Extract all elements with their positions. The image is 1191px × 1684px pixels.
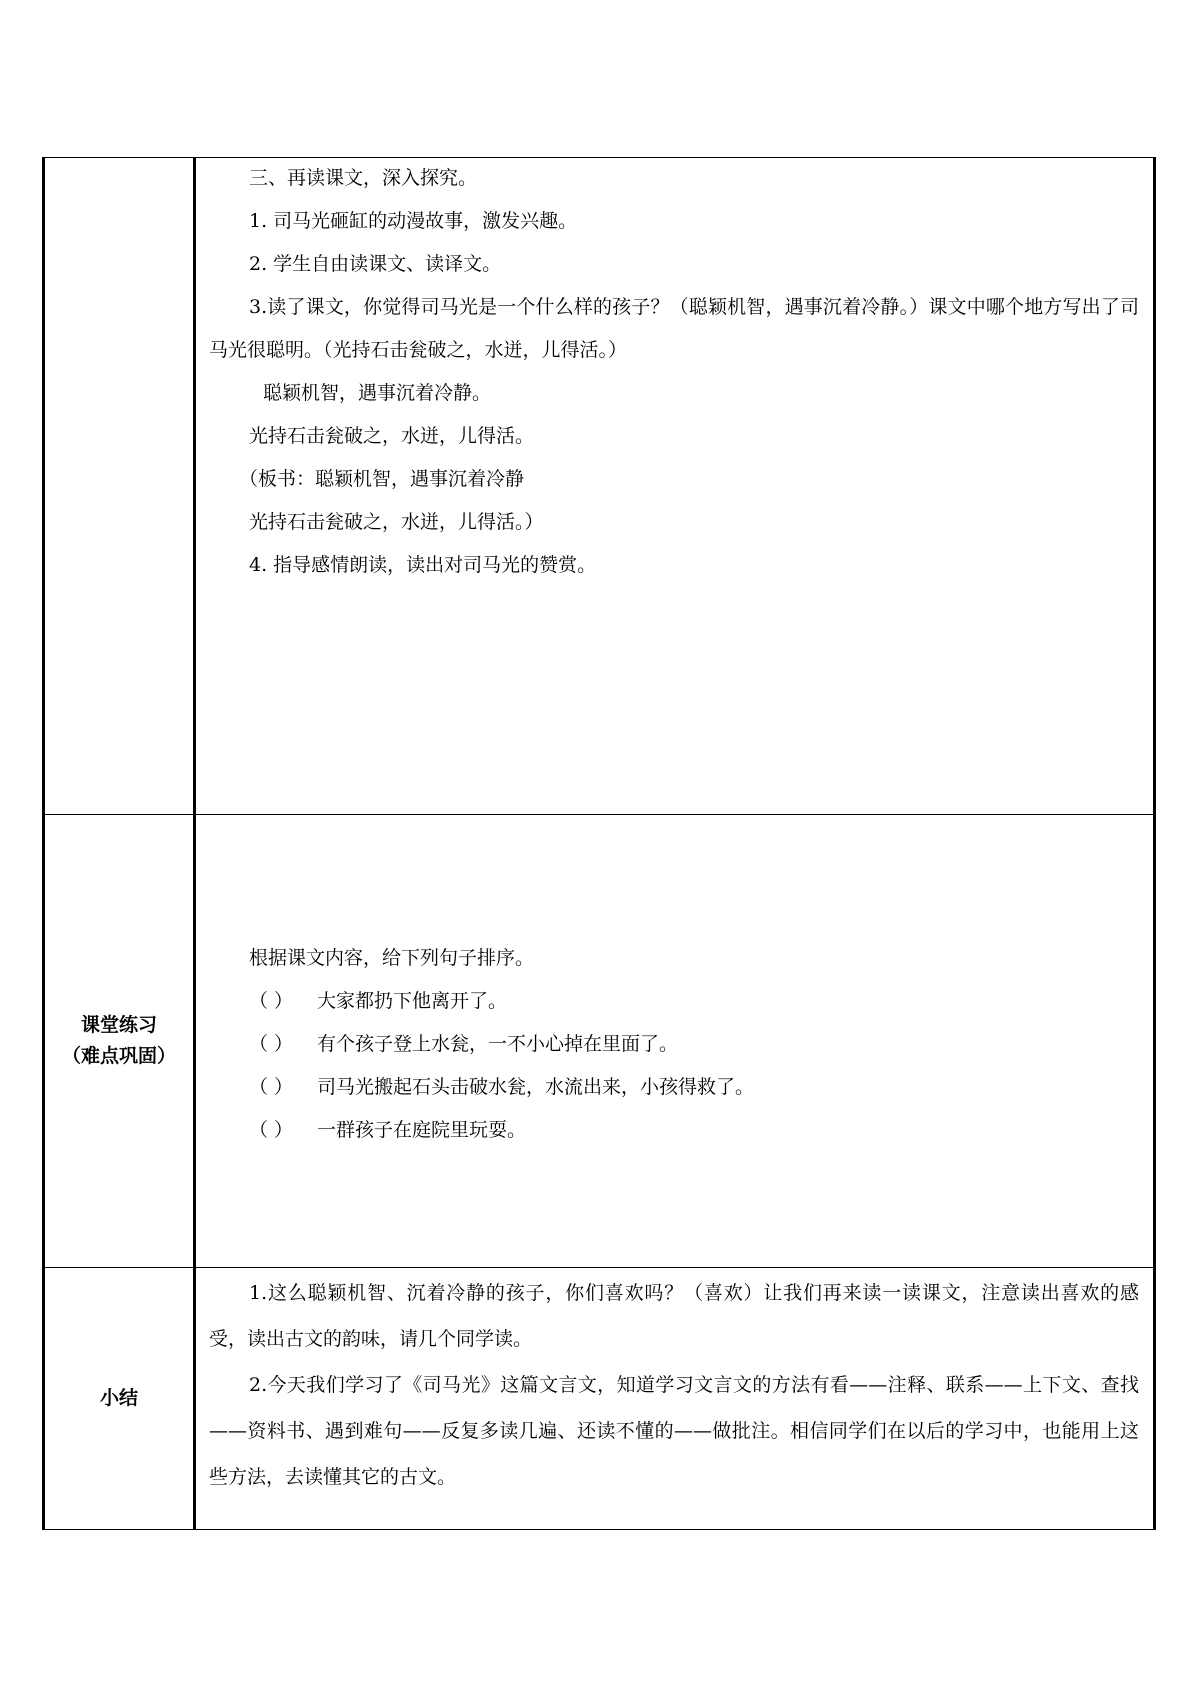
practice-item [209, 1023, 1139, 1066]
practice-label: 课堂练习 [80, 1014, 157, 1036]
row-content-practice [195, 815, 1155, 1268]
answer-blank: （ ） [249, 990, 294, 1012]
row-label-summary [44, 1268, 195, 1530]
practice-instruction: 根据课文内容，给下列句子排序。 [249, 947, 535, 969]
board-line-2: 光持石击瓮破之，水迸，儿得活。 [249, 425, 535, 447]
lesson-plan-table [42, 157, 1156, 1530]
board-note-2: 光持石击瓮破之，水迸，儿得活。） [249, 511, 544, 533]
practice-item [209, 1109, 1139, 1152]
practice-item-text: 司马光搬起石头击破水瓮，水流出来，小孩得救了。 [317, 1076, 755, 1098]
row-content-explore [195, 158, 1155, 815]
practice-item-text: 大家都扔下他离开了。 [317, 990, 508, 1012]
practice-item-text: 有个孩子登上水瓮，一不小心掉在里面了。 [317, 1033, 679, 1055]
practice-item-text: 一群孩子在庭院里玩耍。 [317, 1119, 527, 1141]
row-label-practice [44, 815, 195, 1268]
practice-sublabel: （难点巩固） [61, 1045, 176, 1067]
step-1: 1. 司马光砸缸的动漫故事，激发兴趣。 [249, 210, 578, 232]
summary-paragraph-1: 1.这么聪颖机智、沉着冷静的孩子，你们喜欢吗？（喜欢）让我们再来读一读课文，注意读出喜欢的感受，读出古文的韵味，请几个同学读。 [209, 1282, 1139, 1350]
step-2: 2. 学生自由读课文、读译文。 [249, 253, 502, 275]
row-label-empty [44, 158, 195, 815]
table-row-summary [44, 1268, 1155, 1530]
summary-label: 小结 [99, 1387, 138, 1409]
row-content-summary [195, 1268, 1155, 1530]
step-3: 3.读了课文，你觉得司马光是一个什么样的孩子？（聪颖机智，遇事沉着冷静。）课文中哪个地方写出了司马光很聪明。（光持石击瓮破之，水迸，儿得活。） [209, 296, 1139, 361]
practice-item [209, 1066, 1139, 1109]
summary-paragraph-2: 2.今天我们学习了《司马光》这篇文言文，知道学习文言文的方法有看——注释、联系——上下文、查找——资料书、遇到难句——反复多读几遍、还读不懂的——做批注。相信同学们在以后的学习中，也能用上这些方法，去读懂其它的古文。 [209, 1374, 1139, 1488]
table-row-explore [44, 158, 1155, 815]
section-heading: 三、再读课文，深入探究。 [249, 167, 478, 189]
table-row-practice [44, 815, 1155, 1268]
practice-item [209, 980, 1139, 1023]
answer-blank: （ ） [249, 1076, 294, 1098]
board-note-1: （板书：聪颖机智，遇事沉着冷静 [239, 468, 525, 490]
answer-blank: （ ） [249, 1033, 294, 1055]
answer-blank: （ ） [249, 1119, 294, 1141]
step-4: 4. 指导感情朗读，读出对司马光的赞赏。 [249, 554, 597, 576]
board-line-1: 聪颖机智，遇事沉着冷静。 [263, 382, 492, 404]
